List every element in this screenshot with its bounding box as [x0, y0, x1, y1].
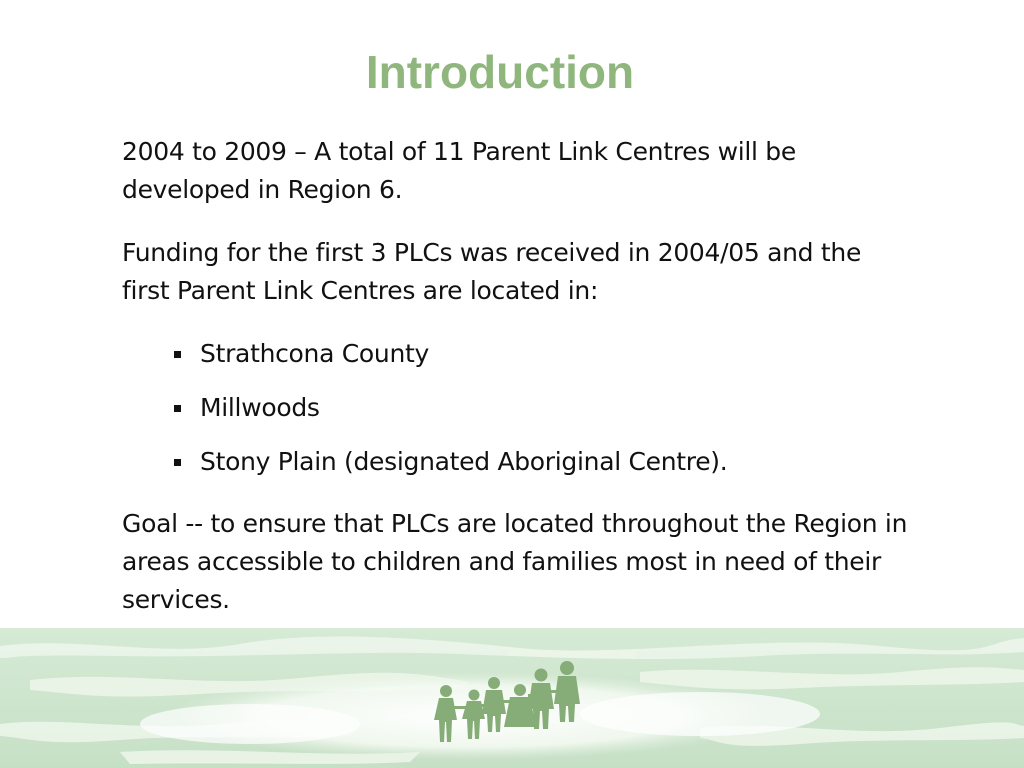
- list-item: [174, 443, 912, 481]
- footer-decoration: [0, 628, 1024, 768]
- slide-title: Introduction: [365, 46, 635, 98]
- location-list: [122, 335, 912, 481]
- list-item: [174, 389, 912, 427]
- bullet-icon: [174, 459, 181, 466]
- location-label: Stony Plain (designated Aboriginal Centre).: [200, 447, 728, 476]
- list-item: [174, 335, 912, 373]
- paragraph-timeline: 2004 to 2009 – A total of 11 Parent Link Centres will be developed in Region 6.: [122, 137, 796, 204]
- location-label: Millwoods: [200, 393, 320, 422]
- paragraph-goal: Goal -- to ensure that PLCs are located throughout the Region in areas accessible to children and families most in need of their services.: [122, 509, 908, 614]
- slide-body: [122, 133, 912, 644]
- paragraph-funding: Funding for the first 3 PLCs was received in 2004/05 and the first Parent Link Centres are located in:: [122, 238, 862, 305]
- footer-water-pattern: [0, 628, 1024, 768]
- bullet-icon: [174, 405, 181, 412]
- location-label: Strathcona County: [200, 339, 430, 368]
- bullet-icon: [174, 351, 181, 358]
